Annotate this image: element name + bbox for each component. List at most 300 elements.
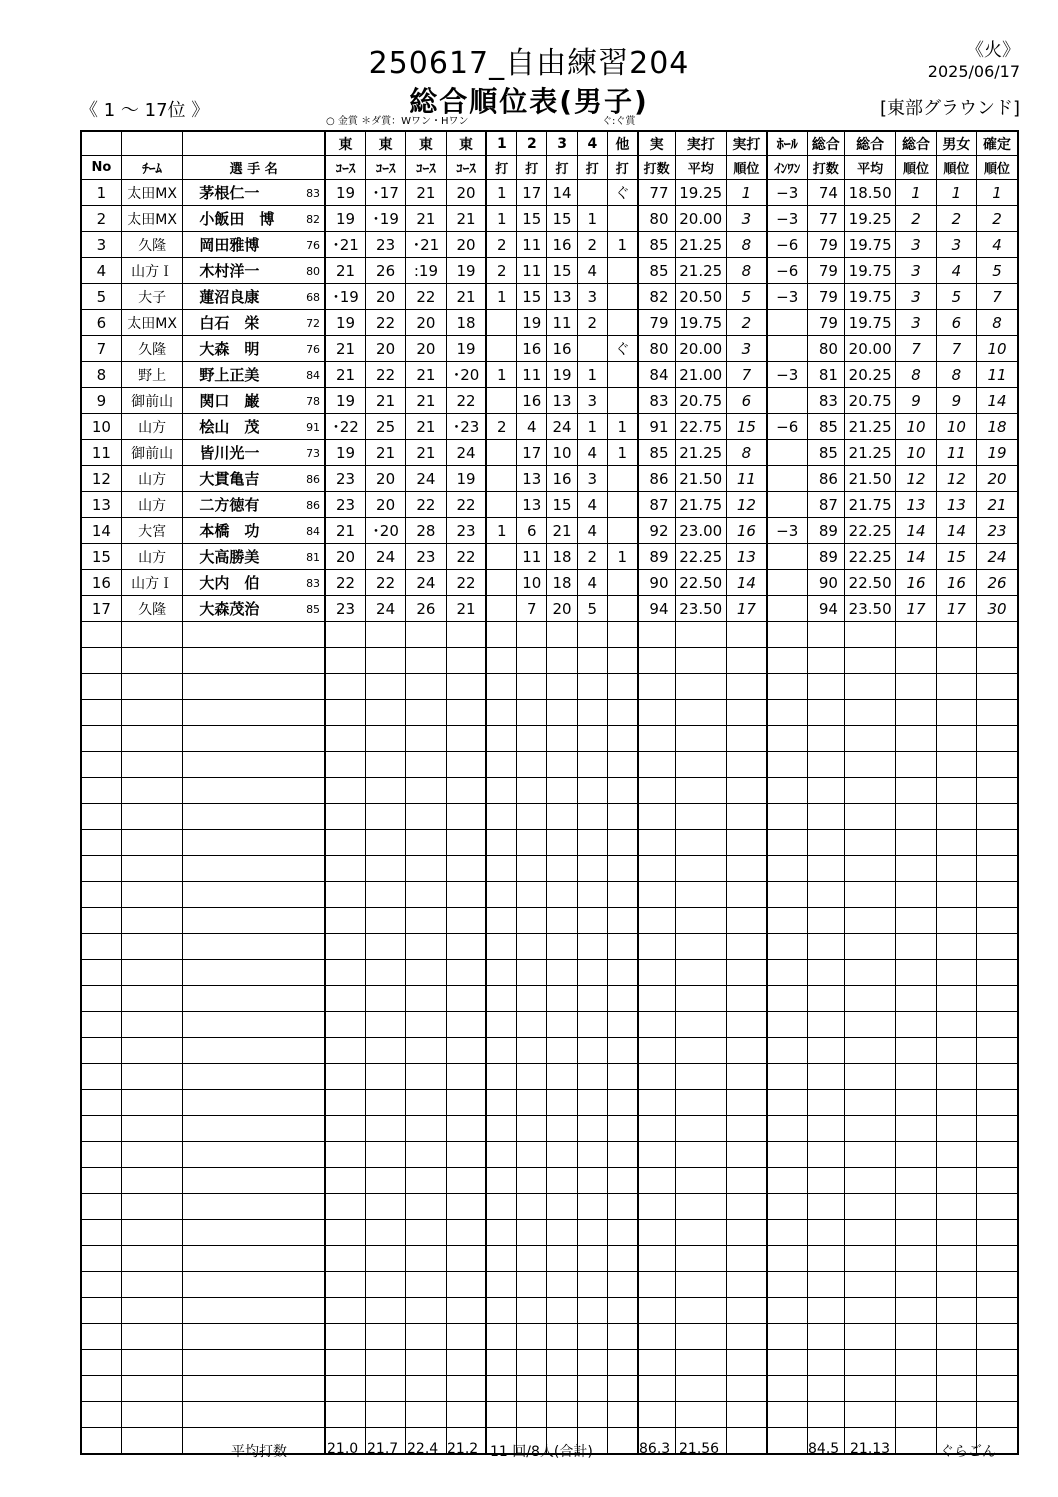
cell-gender-rank: 16 (936, 570, 976, 596)
cell-total-rank (896, 1064, 936, 1090)
empty-row (81, 1350, 1018, 1376)
cell-course1 (325, 1038, 365, 1064)
cell-gender-rank: 13 (936, 492, 976, 518)
cell-stroke-other (607, 700, 637, 726)
cell-strokes: 80 (638, 206, 675, 232)
col-header-total-strokes: 打数 (807, 156, 844, 180)
cell-no (81, 1402, 121, 1428)
col-header-stroke3: 打 (547, 156, 577, 180)
cell-name (183, 1402, 325, 1428)
cell-stroke4 (577, 700, 607, 726)
cell-total-strokes (807, 830, 844, 856)
col-header-course1: ｺｰｽ (325, 156, 365, 180)
cell-stroke2: 7 (517, 596, 547, 622)
page-subtitle: 総合順位表(男子) (409, 85, 649, 118)
cell-stroke1 (486, 1116, 516, 1142)
cell-final-rank (977, 1168, 1018, 1194)
footer-course1-avg: 21.0 (327, 1441, 359, 1457)
cell-course3 (406, 908, 446, 934)
cell-rank (726, 1220, 766, 1246)
cell-final-rank (977, 908, 1018, 934)
cell-stroke3 (547, 1168, 577, 1194)
cell-course3: 22 (406, 492, 446, 518)
cell-strokes (638, 1272, 675, 1298)
cell-hole-in-one (767, 310, 807, 336)
cell-stroke1 (486, 492, 516, 518)
cell-course4 (446, 1220, 486, 1246)
cell-stroke1 (486, 466, 516, 492)
cell-name (183, 700, 325, 726)
results-table (80, 130, 1019, 1455)
cell-rank (726, 726, 766, 752)
col-header-strokes: 打数 (638, 156, 675, 180)
cell-gender-rank: 11 (936, 440, 976, 466)
cell-total-average: 22.25 (844, 518, 895, 544)
cell-total-average (844, 934, 895, 960)
cell-team: 山方 (121, 466, 183, 492)
cell-no (81, 856, 121, 882)
cell-no (81, 1064, 121, 1090)
cell-stroke3 (547, 1090, 577, 1116)
cell-total-strokes (807, 804, 844, 830)
empty-row (81, 1038, 1018, 1064)
cell-stroke2: 11 (517, 544, 547, 570)
cell-strokes: 87 (638, 492, 675, 518)
footer-brand: ぐらごん (940, 1444, 996, 1460)
cell-course4: 22 (446, 492, 486, 518)
cell-strokes: 90 (638, 570, 675, 596)
cell-course3 (406, 1038, 446, 1064)
cell-stroke-other: ぐ (607, 336, 637, 362)
cell-strokes (638, 1116, 675, 1142)
cell-course3: 22 (406, 284, 446, 310)
cell-total-rank (896, 1220, 936, 1246)
col-header-total-rank: 順位 (896, 156, 936, 180)
empty-row (81, 622, 1018, 648)
cell-course1: ･22 (325, 414, 365, 440)
cell-rank (726, 986, 766, 1012)
cell-course1: 19 (325, 440, 365, 466)
cell-hole-in-one (767, 856, 807, 882)
cell-course1: 19 (325, 180, 365, 206)
player-row (81, 232, 1018, 258)
cell-course1: 21 (325, 518, 365, 544)
cell-name (183, 1012, 325, 1038)
cell-course3 (406, 1194, 446, 1220)
cell-rank (726, 622, 766, 648)
cell-course2 (365, 1298, 405, 1324)
cell-course4 (446, 1376, 486, 1402)
cell-rank (726, 1116, 766, 1142)
cell-average: 22.25 (675, 544, 726, 570)
cell-stroke-other: 1 (607, 232, 637, 258)
cell-strokes: 84 (638, 362, 675, 388)
cell-hole-in-one (767, 1194, 807, 1220)
cell-final-rank (977, 1350, 1018, 1376)
cell-strokes (638, 1246, 675, 1272)
cell-team (121, 1298, 183, 1324)
cell-course1 (325, 882, 365, 908)
cell-course1 (325, 986, 365, 1012)
player-row (81, 518, 1018, 544)
cell-total-average (844, 1090, 895, 1116)
cell-stroke1 (486, 700, 516, 726)
footer-course4-avg: 21.2 (447, 1441, 479, 1457)
cell-stroke1 (486, 622, 516, 648)
player-age: 76 (306, 343, 321, 356)
cell-total-rank: 3 (896, 284, 936, 310)
cell-no (81, 1116, 121, 1142)
col-header-stroke4: 4 (577, 131, 607, 156)
cell-course1 (325, 804, 365, 830)
cell-no (81, 778, 121, 804)
cell-team (121, 1220, 183, 1246)
cell-course4: 20 (446, 180, 486, 206)
cell-total-rank (896, 700, 936, 726)
cell-stroke-other (607, 960, 637, 986)
cell-stroke2 (517, 1246, 547, 1272)
cell-gender-rank (936, 1246, 976, 1272)
cell-gender-rank: 10 (936, 414, 976, 440)
cell-team (121, 674, 183, 700)
player-row (81, 362, 1018, 388)
cell-hole-in-one (767, 674, 807, 700)
cell-total-average (844, 1116, 895, 1142)
cell-hole-in-one (767, 1246, 807, 1272)
col-header-rank: 実打 (726, 131, 766, 156)
cell-strokes: 85 (638, 440, 675, 466)
cell-hole-in-one: −3 (767, 284, 807, 310)
cell-final-rank: 8 (977, 310, 1018, 336)
cell-no: 4 (81, 258, 121, 284)
cell-final-rank (977, 986, 1018, 1012)
cell-total-rank (896, 674, 936, 700)
cell-hole-in-one: −6 (767, 258, 807, 284)
cell-gender-rank (936, 1142, 976, 1168)
cell-stroke-other (607, 1350, 637, 1376)
cell-hole-in-one: −6 (767, 414, 807, 440)
cell-team: 山方 (121, 414, 183, 440)
player-age: 83 (306, 187, 321, 200)
cell-no (81, 700, 121, 726)
cell-stroke1 (486, 778, 516, 804)
cell-gender-rank (936, 648, 976, 674)
cell-gender-rank (936, 1350, 976, 1376)
cell-course3 (406, 1324, 446, 1350)
cell-average: 23.00 (675, 518, 726, 544)
cell-course3 (406, 1376, 446, 1402)
col-header-name (183, 131, 325, 156)
cell-name (183, 908, 325, 934)
cell-rank: 17 (726, 596, 766, 622)
cell-rank: 8 (726, 258, 766, 284)
cell-no (81, 960, 121, 986)
cell-stroke-other (607, 934, 637, 960)
cell-stroke3 (547, 1402, 577, 1428)
cell-average (675, 1272, 726, 1298)
cell-stroke-other (607, 804, 637, 830)
cell-final-rank: 14 (977, 388, 1018, 414)
cell-strokes (638, 1168, 675, 1194)
cell-stroke4 (577, 1090, 607, 1116)
player-row (81, 336, 1018, 362)
cell-team (121, 778, 183, 804)
cell-course3 (406, 1402, 446, 1428)
cell-course2 (365, 1090, 405, 1116)
cell-stroke-other (607, 1298, 637, 1324)
player-name: 本橋 功 (199, 522, 260, 540)
cell-stroke3 (547, 1116, 577, 1142)
empty-row (81, 804, 1018, 830)
cell-total-average (844, 1298, 895, 1324)
cell-final-rank (977, 882, 1018, 908)
cell-gender-rank (936, 1090, 976, 1116)
cell-rank: 16 (726, 518, 766, 544)
cell-stroke1 (486, 1168, 516, 1194)
player-age: 80 (306, 265, 321, 278)
cell-gender-rank (936, 830, 976, 856)
cell-stroke-other (607, 466, 637, 492)
cell-stroke3: 15 (547, 258, 577, 284)
footer-total-average-avg: 21.13 (850, 1441, 891, 1457)
player-row (81, 492, 1018, 518)
cell-total-strokes (807, 960, 844, 986)
cell-no: 7 (81, 336, 121, 362)
cell-course4 (446, 1246, 486, 1272)
cell-name (183, 1090, 325, 1116)
col-header-stroke2: 2 (517, 131, 547, 156)
player-age: 73 (306, 447, 321, 460)
cell-strokes (638, 1194, 675, 1220)
cell-stroke3: 18 (547, 544, 577, 570)
cell-total-strokes (807, 1168, 844, 1194)
cell-stroke2 (517, 1220, 547, 1246)
cell-name (183, 414, 325, 440)
header-row-bottom (81, 156, 1018, 180)
cell-total-rank (896, 856, 936, 882)
cell-total-rank (896, 778, 936, 804)
empty-row (81, 1220, 1018, 1246)
player-row (81, 180, 1018, 206)
cell-team (121, 1064, 183, 1090)
cell-name (183, 570, 325, 596)
cell-final-rank (977, 960, 1018, 986)
cell-hole-in-one (767, 934, 807, 960)
col-header-course2: 東 (365, 131, 405, 156)
col-header-stroke1: 打 (486, 156, 516, 180)
cell-course3 (406, 804, 446, 830)
footer-label: 平均打数 (231, 1444, 287, 1460)
cell-name (183, 180, 325, 206)
cell-rank: 14 (726, 570, 766, 596)
player-row (81, 284, 1018, 310)
cell-rank (726, 778, 766, 804)
cell-rank (726, 648, 766, 674)
cell-course3: 26 (406, 596, 446, 622)
empty-row (81, 1376, 1018, 1402)
cell-strokes (638, 804, 675, 830)
cell-rank: 1 (726, 180, 766, 206)
cell-average (675, 1090, 726, 1116)
cell-stroke4 (577, 336, 607, 362)
cell-stroke1 (486, 1350, 516, 1376)
cell-stroke3: 24 (547, 414, 577, 440)
cell-hole-in-one (767, 986, 807, 1012)
player-row (81, 544, 1018, 570)
cell-stroke4 (577, 1038, 607, 1064)
col-header-average: 実打 (675, 131, 726, 156)
cell-course2: 21 (365, 440, 405, 466)
cell-name (183, 1220, 325, 1246)
cell-hole-in-one (767, 778, 807, 804)
cell-course4: 19 (446, 466, 486, 492)
cell-stroke2 (517, 960, 547, 986)
cell-total-rank (896, 908, 936, 934)
cell-final-rank: 19 (977, 440, 1018, 466)
cell-stroke3 (547, 960, 577, 986)
cell-stroke2: 4 (517, 414, 547, 440)
cell-rank: 6 (726, 388, 766, 414)
cell-stroke-other (607, 1324, 637, 1350)
cell-stroke3: 20 (547, 596, 577, 622)
empty-row (81, 1168, 1018, 1194)
cell-course1 (325, 908, 365, 934)
cell-stroke3: 15 (547, 492, 577, 518)
cell-gender-rank (936, 1298, 976, 1324)
cell-stroke1 (486, 934, 516, 960)
cell-stroke3 (547, 622, 577, 648)
cell-final-rank (977, 726, 1018, 752)
player-name: 大内 伯 (199, 574, 260, 592)
cell-stroke4 (577, 648, 607, 674)
cell-stroke-other (607, 1168, 637, 1194)
cell-total-rank (896, 1272, 936, 1298)
cell-stroke2: 16 (517, 388, 547, 414)
cell-course3: 21 (406, 440, 446, 466)
cell-total-strokes (807, 1272, 844, 1298)
cell-average (675, 1246, 726, 1272)
cell-average (675, 908, 726, 934)
cell-total-average (844, 674, 895, 700)
cell-total-average (844, 882, 895, 908)
cell-hole-in-one (767, 596, 807, 622)
cell-course1 (325, 1064, 365, 1090)
cell-course1 (325, 1012, 365, 1038)
cell-hole-in-one (767, 1090, 807, 1116)
cell-total-strokes (807, 674, 844, 700)
cell-course1 (325, 1090, 365, 1116)
cell-rank: 15 (726, 414, 766, 440)
cell-total-rank (896, 752, 936, 778)
cell-rank (726, 934, 766, 960)
cell-stroke2 (517, 986, 547, 1012)
cell-stroke1 (486, 882, 516, 908)
cell-gender-rank (936, 934, 976, 960)
cell-stroke1 (486, 908, 516, 934)
cell-stroke2 (517, 1402, 547, 1428)
cell-total-strokes (807, 700, 844, 726)
cell-total-rank (896, 726, 936, 752)
cell-no: 17 (81, 596, 121, 622)
cell-stroke-other: 1 (607, 440, 637, 466)
cell-total-strokes (807, 1064, 844, 1090)
cell-final-rank (977, 830, 1018, 856)
cell-stroke2 (517, 1012, 547, 1038)
cell-course4 (446, 1168, 486, 1194)
cell-stroke4: 4 (577, 492, 607, 518)
cell-course3: 24 (406, 570, 446, 596)
col-header-no: No (81, 156, 121, 180)
cell-team (121, 1090, 183, 1116)
cell-stroke2 (517, 934, 547, 960)
cell-course4 (446, 986, 486, 1012)
cell-final-rank: 10 (977, 336, 1018, 362)
cell-stroke-other (607, 674, 637, 700)
cell-team (121, 1142, 183, 1168)
cell-total-rank: 17 (896, 596, 936, 622)
cell-final-rank (977, 622, 1018, 648)
cell-gender-rank (936, 856, 976, 882)
cell-name (183, 648, 325, 674)
cell-course4: 24 (446, 440, 486, 466)
cell-course1 (325, 1376, 365, 1402)
cell-team (121, 934, 183, 960)
cell-strokes (638, 908, 675, 934)
cell-total-strokes (807, 986, 844, 1012)
cell-stroke3 (547, 778, 577, 804)
cell-final-rank (977, 1090, 1018, 1116)
cell-total-rank (896, 648, 936, 674)
cell-course1 (325, 1116, 365, 1142)
cell-stroke4: 1 (577, 362, 607, 388)
cell-stroke2 (517, 778, 547, 804)
cell-strokes: 89 (638, 544, 675, 570)
cell-stroke2 (517, 1194, 547, 1220)
cell-total-strokes (807, 882, 844, 908)
award-legend: ○ 金賞 ＊ダ賞：Wワン・Hワン (326, 116, 469, 127)
cell-course1: 19 (325, 310, 365, 336)
cell-no (81, 1090, 121, 1116)
player-row (81, 466, 1018, 492)
empty-row (81, 856, 1018, 882)
cell-average: 21.00 (675, 362, 726, 388)
cell-hole-in-one (767, 1038, 807, 1064)
cell-rank (726, 804, 766, 830)
cell-course3: 28 (406, 518, 446, 544)
cell-total-rank: 9 (896, 388, 936, 414)
cell-total-strokes (807, 1012, 844, 1038)
cell-stroke-other (607, 1402, 637, 1428)
cell-stroke2 (517, 830, 547, 856)
cell-stroke3: 15 (547, 206, 577, 232)
cell-team: 御前山 (121, 388, 183, 414)
cell-course1: 23 (325, 596, 365, 622)
cell-name (183, 752, 325, 778)
cell-rank: 12 (726, 492, 766, 518)
cell-stroke3 (547, 1194, 577, 1220)
cell-hole-in-one (767, 544, 807, 570)
cell-total-rank (896, 1376, 936, 1402)
cell-stroke-other (607, 1272, 637, 1298)
cell-no: 6 (81, 310, 121, 336)
cell-final-rank (977, 700, 1018, 726)
cell-rank (726, 908, 766, 934)
cell-stroke3 (547, 648, 577, 674)
col-header-course3: ｺｰｽ (406, 156, 446, 180)
cell-stroke3 (547, 934, 577, 960)
cell-stroke3: 18 (547, 570, 577, 596)
cell-strokes (638, 674, 675, 700)
